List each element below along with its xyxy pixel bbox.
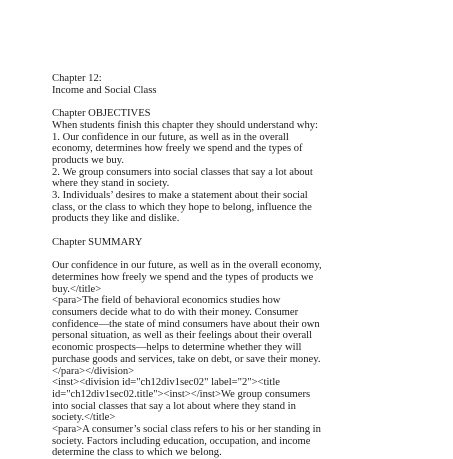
summary-body: Our confidence in our future, as well as in the overall economy, determines how freely we spend and the types of products we buy.</title> <para>The field of behavioral economics studies how consumers decide what to do with their money. Consumer confidence—the state of mind consumers have about their own personal situation, as well as their feelings about their overall economic prospects—helps to determine whether they will purchase goods and services, take on debt, or save their money. </para></division> <inst><division id="ch12div1sec02" label="2"><title id="ch12div1sec02.title"><inst></inst>We group consumers into social classes that say a lot about where they stand in society.</title> <para>A consumer’s social class refers to his or her standing in society. Factors including education, occupation, and income determine the class to which we belong. bbox=[52, 260, 322, 459]
chapter-title: Income and Social Class bbox=[52, 84, 157, 96]
document-text bbox=[52, 73, 447, 459]
summary-heading: Chapter SUMMARY bbox=[52, 236, 143, 248]
spacer bbox=[52, 225, 447, 237]
objectives-body: When students finish this chapter they should understand why: 1. Our confidence in our future, as well as in the overall economy, determines how freely we spend and the types of products we buy. 2. We group consumers into social classes that say a lot about where they stand in society. 3. Individuals’ desires to make a statement about their social class, or the class to which they hope to belong, influence the products they like and dislike. bbox=[52, 119, 318, 225]
objectives-heading: Chapter OBJECTIVES bbox=[52, 108, 151, 120]
spacer bbox=[52, 249, 447, 261]
chapter-number: Chapter 12: bbox=[52, 73, 102, 84]
spacer bbox=[52, 96, 447, 108]
